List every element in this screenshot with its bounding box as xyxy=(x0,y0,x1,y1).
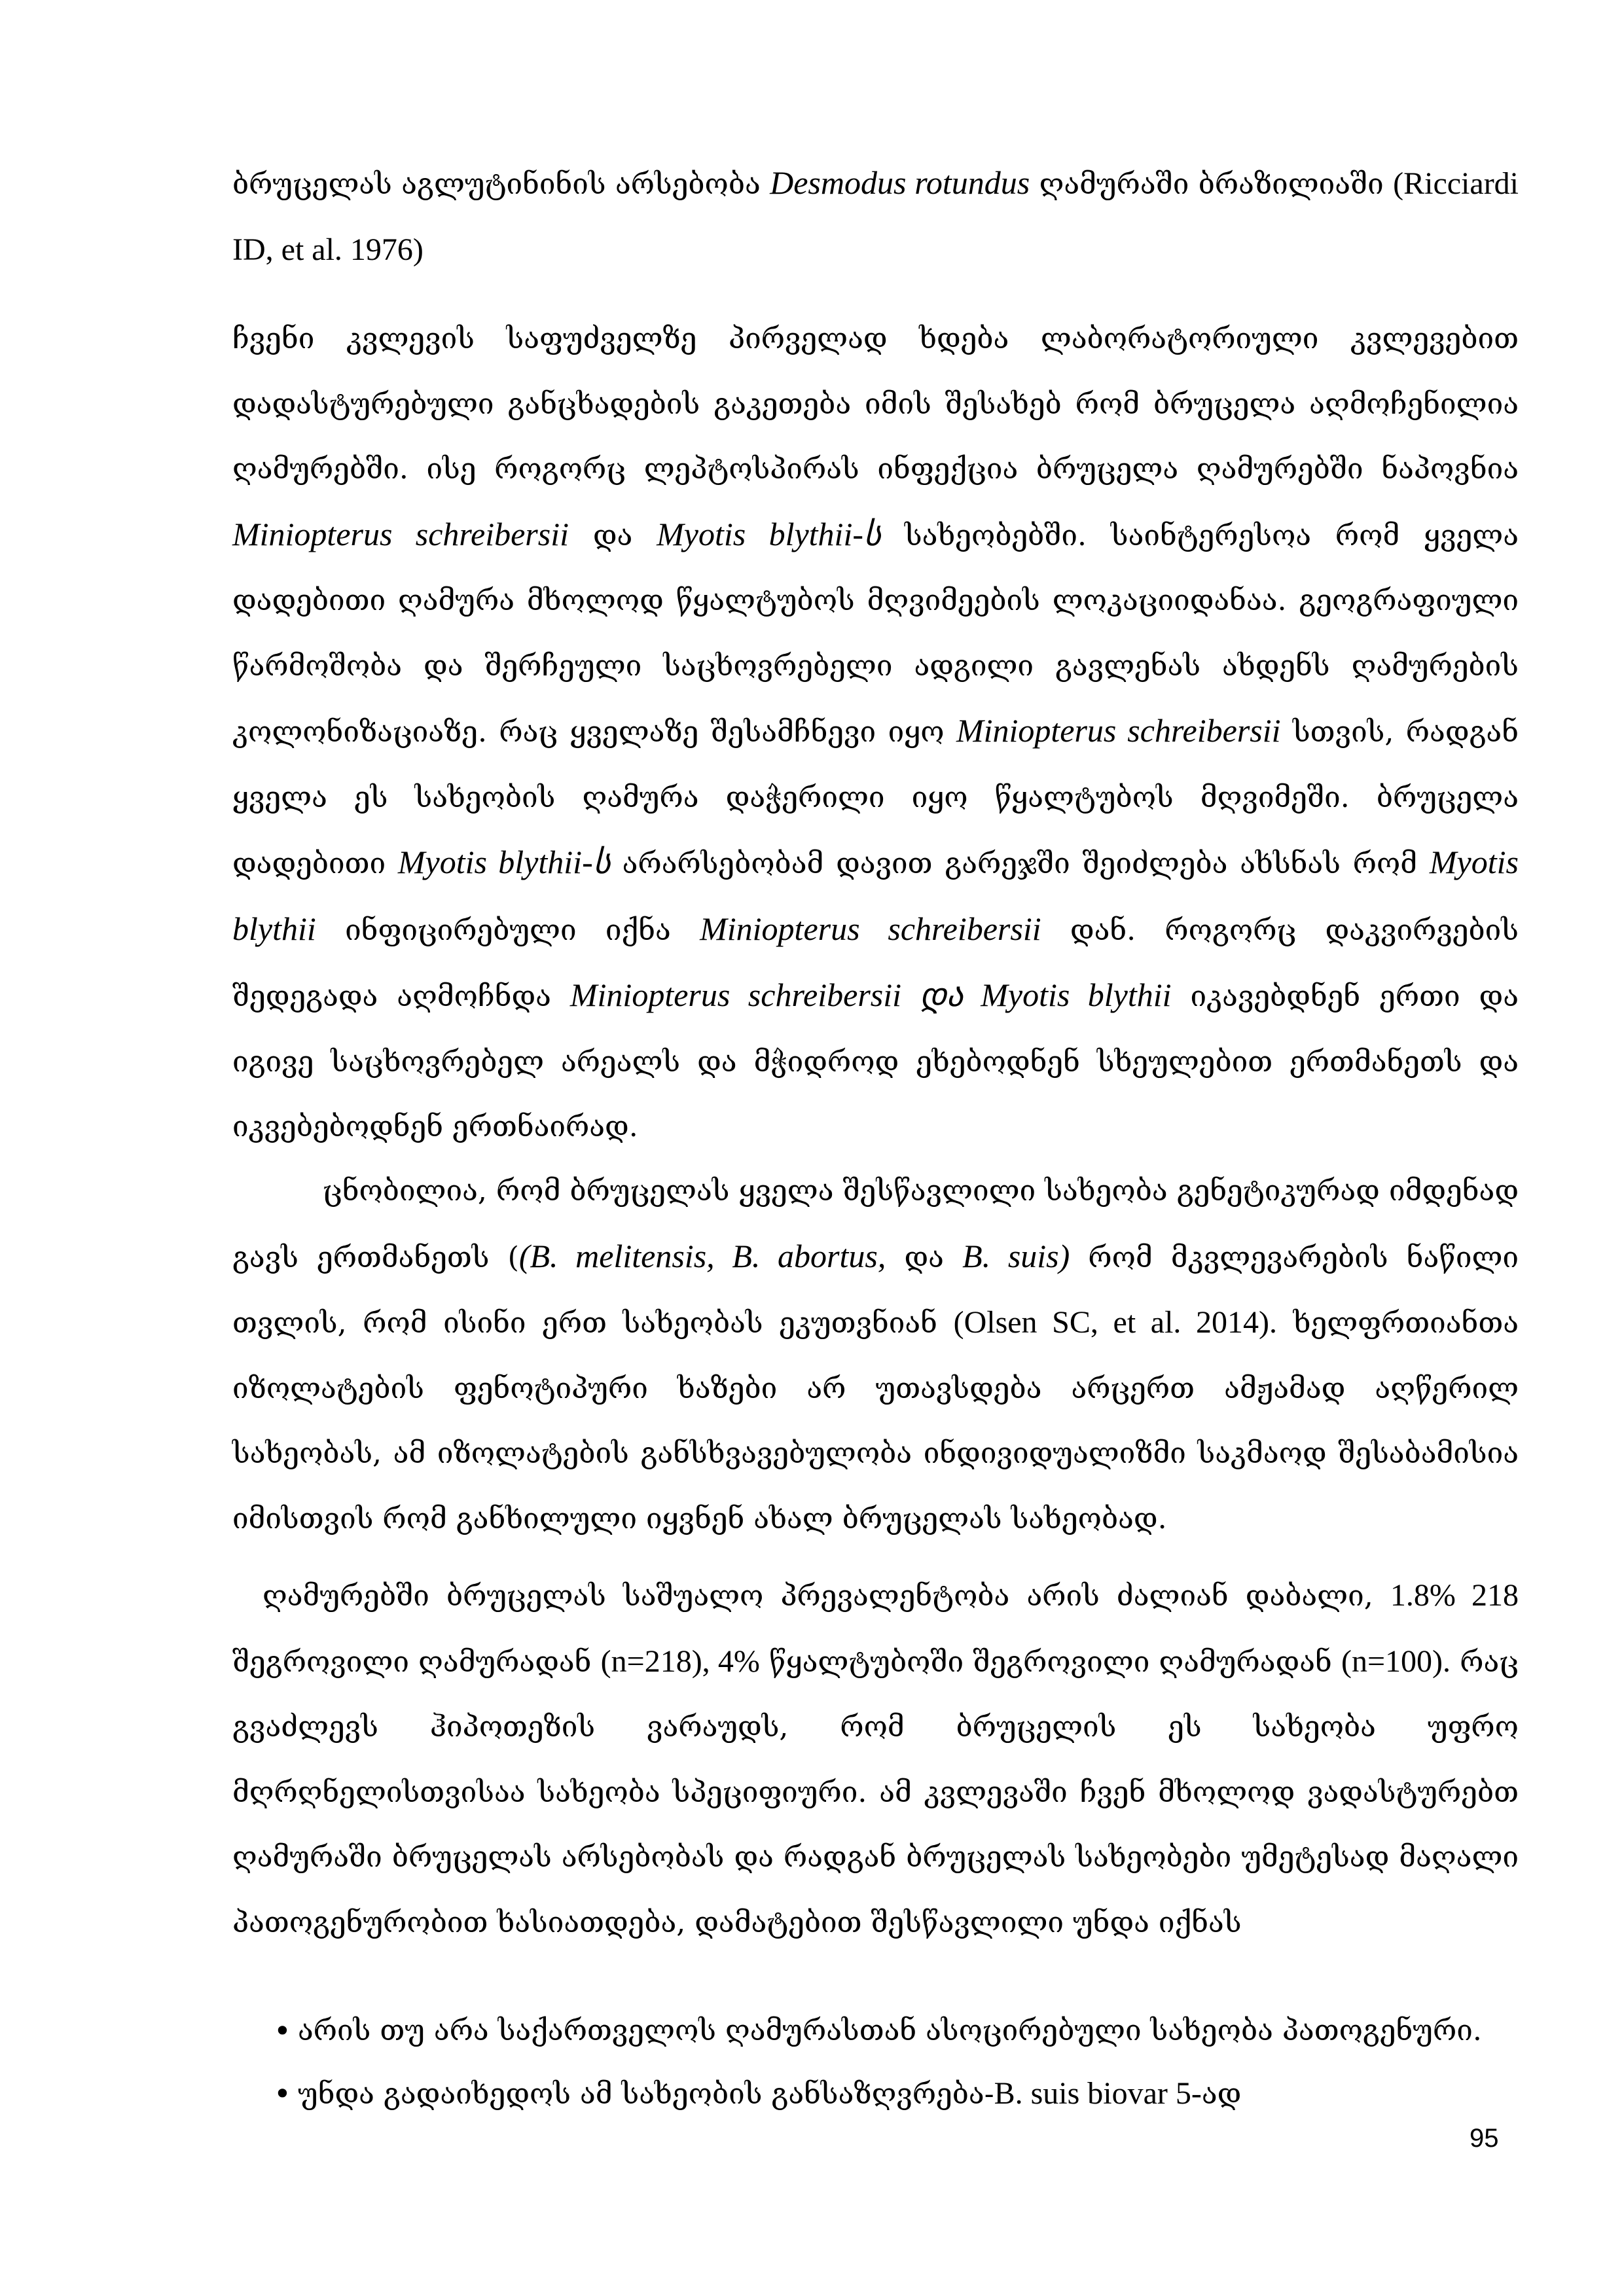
species-name: B. suis biovar 5- xyxy=(994,2076,1202,2111)
paragraph-findings xyxy=(232,306,1519,1160)
text: ღამურებში ბრუცელას საშუალო პრევალენტობა არის ძალიან დაბალი, xyxy=(262,1579,1390,1613)
citation: (Ricciardi ID, et al. 1976) xyxy=(232,166,1519,267)
species-name: B. suis) xyxy=(962,1237,1070,1274)
text: შეგროვილი ღამურადან xyxy=(232,1645,601,1679)
text: სახეობებში. საინტერესოა რომ ყველა დადებითი ღამურა მხოლოდ წყალტუბოს მღვიმეების ლოკაციიდანაა. გეოგრაფიული წარმოშობა და შერჩეული საცხოვრებელი ადგილი გავლენას ახდენს ღამურების კოლონიზაციაზე. რაც ყველაზე შესამჩნევი იყო xyxy=(232,518,1519,749)
paragraph-desmodus xyxy=(232,151,1519,283)
citation: (Olsen SC, et al. 2014). xyxy=(953,1305,1278,1340)
text: რომ მკვლევარების ნაწილი თვლის, რომ ისინი ერთ სახეობას ეკუთვნიან xyxy=(232,1240,1519,1340)
list-item-text: უნდა გადაიხედოს ამ სახეობის განსაზღვრება- xyxy=(298,2077,994,2111)
text: დან. როგორც დაკვირვების შედეგადა აღმოჩნდა xyxy=(232,913,1519,1013)
text: და xyxy=(569,518,657,552)
text: ჩვენი კვლევის საფუძველზე პირველად ხდება ლაბორატორიული კვლევებით დადასტურებული განცხადების გაკეთება იმის შესახებ რომ ბრუცელა აღმოჩენილია ღამურებში. ისე როგორც ლეპტოსპირას ინფექცია ბრუცელა ღამურებში ნაპოვნია xyxy=(232,322,1519,486)
text: არარსებობამ დავით გარეჯში შეიძლება ახსნას რომ xyxy=(609,847,1430,880)
statistic: (n=218), 4% xyxy=(600,1643,760,1679)
paragraph-genetics xyxy=(232,1158,1519,1551)
list-item-text: ად xyxy=(1201,2077,1242,2111)
text: ბრუცელას აგლუტინინის არსებობა xyxy=(232,168,770,201)
text: იკავებდნენ ერთი და იგივე საცხოვრებელ არეალს და მჭიდროდ ეხებოდნენ სხეულებით ერთმანეთს და იკვებებოდნენ ერთნაირად. xyxy=(232,980,1519,1143)
paragraph-prevalence xyxy=(232,1563,1519,1955)
species-name: Myotis blythii-ს xyxy=(397,844,610,880)
text: რაც გვაძლევს ჰიპოთეზის ვარაუდს, რომ ბრუცელის ეს სახეობა უფრო მღრღნელისთვისაა სახეობა სპეციფიური. ამ კვლევაში ჩვენ მხოლოდ ვადასტურებთ ღამურაში ბრუცელას არსებობას და რადგან ბრუცელას სახეობები უმეტესად მაღალი პათოგენურობით ხასიათდება, დამატებით შესწავლილი უნდა იქნას xyxy=(232,1645,1519,1939)
species-name: Miniopterus schreibersii xyxy=(232,515,569,552)
species-name: Desmodus rotundus xyxy=(770,164,1030,201)
list-item-text: არის თუ არა საქართველოს ღამურასთან ასოცირებული სახეობა პათოგენური. xyxy=(298,2014,1482,2047)
text: და xyxy=(886,1240,963,1274)
statistic: 1.8% 218 xyxy=(1390,1578,1519,1613)
list-item xyxy=(232,2000,1482,2062)
species-name: Myotis blythii xyxy=(232,844,1519,947)
text: ღამურაში ბრაზილიაში xyxy=(1030,168,1394,201)
bullet-list xyxy=(232,2000,1482,2126)
text: ცნობილია, რომ ბრუცელას ყველა შესწავლილი სახეობა გენეტიკურად იმდენად გავს ერთმანეთს ( xyxy=(232,1174,1519,1274)
list-item xyxy=(232,2062,1482,2126)
species-name: Miniopterus schreibersii xyxy=(700,910,1041,947)
text: ხელფრთიანთა იზოლატების ფენოტიპური ხაზები არ უთავსდება არცერთ ამჟამად აღწერილ სახეობას, ამ იზოლატების განსხვავებულობა ინდივიდუალიზმი საკმაოდ შესაბამისია იმისთვის რომ განხილული იყვნენ ახალ ბრუცელას სახეობად. xyxy=(232,1306,1519,1535)
species-name: Miniopterus schreibersii და Myotis blythii xyxy=(569,977,1172,1013)
statistic: (n=100). xyxy=(1341,1643,1451,1679)
species-name: Miniopterus schreibersii xyxy=(956,712,1281,749)
page-number: 95 xyxy=(1470,2124,1499,2153)
species-name: Myotis blythii-ს xyxy=(657,515,881,552)
species-name: (B. melitensis, B. abortus, xyxy=(518,1237,886,1274)
text: ინფიცირებული იქნა xyxy=(316,913,700,947)
text: წყალტუბოში შეგროვილი ღამურადან xyxy=(759,1645,1341,1679)
text: სთვის, რადგან ყველა ეს სახეობის ღამურა დაჭერილი იყო წყალტუბოს მღვიმეში. ბრუცელა დადებითი xyxy=(232,715,1519,880)
